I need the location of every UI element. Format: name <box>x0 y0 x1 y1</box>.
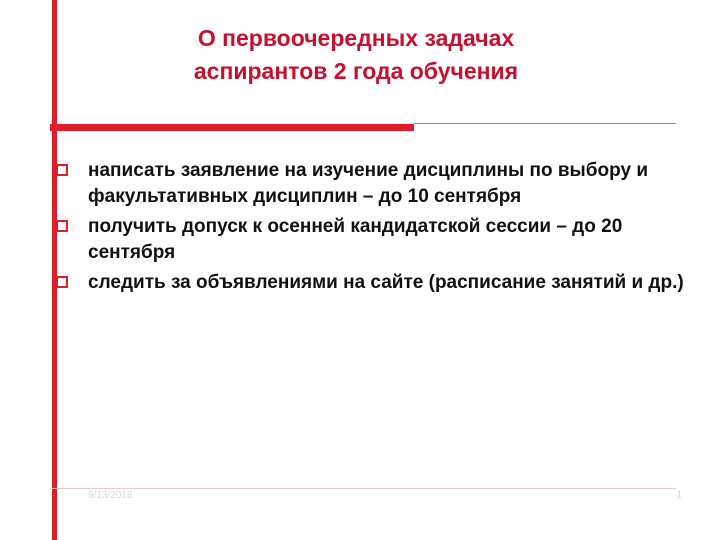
bullet-text: следить за объявлениями на сайте (расписание занятий и др.) <box>88 272 684 293</box>
bullet-item <box>56 270 688 296</box>
bullet-text: написать заявление на изучение дисциплины по выбору и факультативных дисциплин – до 10 сентября <box>88 160 648 207</box>
title-divider-thick <box>50 124 414 131</box>
square-bullet-icon <box>56 220 68 232</box>
footer-page-number: 1 <box>676 490 682 501</box>
square-bullet-icon <box>56 276 68 288</box>
title-divider-thin <box>414 123 676 124</box>
bullet-text: получить допуск к осенней кандидатской сессии – до 20 сентября <box>88 216 623 263</box>
bullet-list <box>56 158 688 300</box>
footer-date: 9/13/2018 <box>88 490 133 501</box>
title-line-2: аспирантов 2 года обучения <box>193 58 519 84</box>
square-bullet-icon <box>56 164 68 176</box>
bullet-item <box>56 158 688 210</box>
footer-divider <box>50 488 676 489</box>
title-line-1: О первоочередных задачах <box>197 25 515 51</box>
bullet-item <box>56 214 688 266</box>
slide-title <box>96 22 616 88</box>
